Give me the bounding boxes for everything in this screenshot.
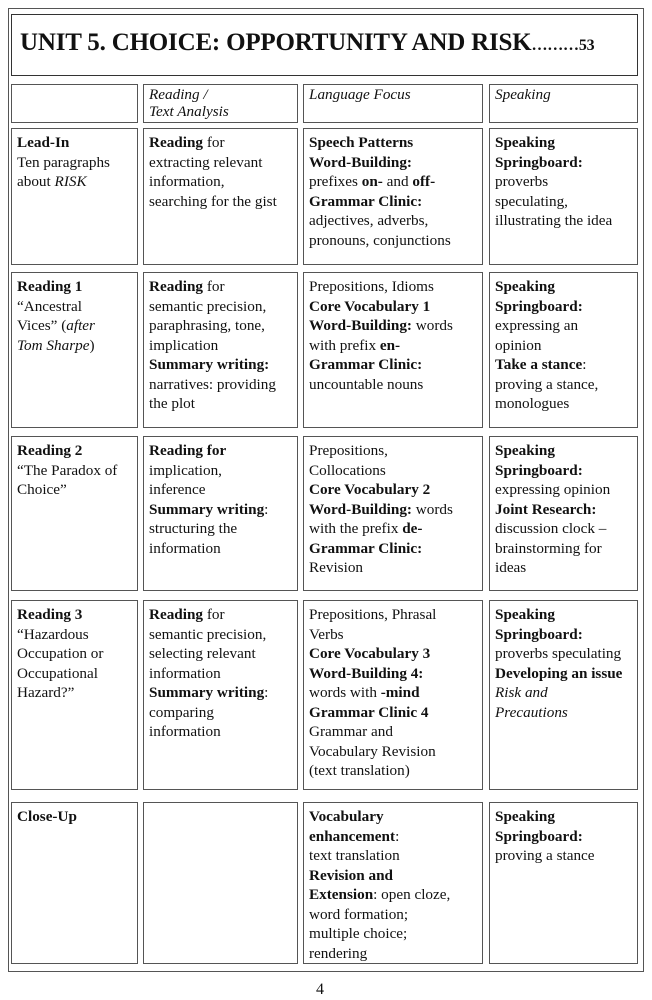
page-number: 4	[316, 981, 324, 998]
row-lead-in-title: Lead-In Ten paragraphs about RISK	[11, 128, 138, 265]
row-reading1-reading: Reading for semantic precision, paraphrasing, tone, implication Summary writing: narratives: providing the plot	[143, 272, 298, 428]
row-reading3-title: Reading 3 “Hazardous Occupation or Occupational Hazard?”	[11, 600, 138, 790]
header-reading: Reading / Text Analysis	[143, 84, 298, 123]
row-lead-in-language: Speech Patterns Word-Building: prefixes on- and off- Grammar Clinic: adjectives, adverbs, pronouns, conjunctions	[303, 128, 483, 265]
row-reading1-speaking: Speaking Springboard: expressing an opinion Take a stance: proving a stance, monologues	[489, 272, 638, 428]
header-speaking: Speaking	[489, 84, 638, 123]
row-close-up-reading	[143, 802, 298, 964]
title-page-ref: 53	[578, 37, 595, 54]
row-lead-in-speaking: Speaking Springboard: proverbs speculating, illustrating the idea	[489, 128, 638, 265]
row-reading3-language: Prepositions, Phrasal Verbs Core Vocabulary 3 Word-Building 4: words with -mind Grammar Clinic 4 Grammar and Vocabulary Revision (text translation)	[303, 600, 483, 790]
row-reading1-title: Reading 1 “Ancestral Vices” (after Tom Sharpe)	[11, 272, 138, 428]
row-close-up-title: Close-Up	[11, 802, 138, 964]
row-close-up-speaking: Speaking Springboard: proving a stance	[489, 802, 638, 964]
row-reading1-language: Prepositions, Idioms Core Vocabulary 1 Word-Building: words with prefix en- Grammar Clinic: uncountable nouns	[303, 272, 483, 428]
unit-title: UNIT 5. CHOICE: OPPORTUNITY AND RISK………53	[20, 29, 595, 56]
row-reading2-title: Reading 2 “The Paradox of Choice”	[11, 436, 138, 591]
row-reading3-speaking: Speaking Springboard: proverbs speculating Developing an issue Risk and Precautions	[489, 600, 638, 790]
header-col1	[11, 84, 138, 123]
row-reading2-speaking: Speaking Springboard: expressing opinion Joint Research: discussion clock – brainstorming for ideas	[489, 436, 638, 591]
row-reading2-language: Prepositions, Collocations Core Vocabulary 2 Word-Building: words with the prefix de- Grammar Clinic: Revision	[303, 436, 483, 591]
header-language-focus: Language Focus	[303, 84, 483, 123]
row-reading2-reading: Reading for implication, inference Summary writing: structuring the information	[143, 436, 298, 591]
row-lead-in-reading: Reading for extracting relevant information, searching for the gist	[143, 128, 298, 265]
row-close-up-language: Vocabulary enhancement: text translation Revision and Extension: open cloze, word formation; multiple choice; rendering	[303, 802, 483, 964]
row-reading3-reading: Reading for semantic precision, selecting relevant information Summary writing: comparing information	[143, 600, 298, 790]
